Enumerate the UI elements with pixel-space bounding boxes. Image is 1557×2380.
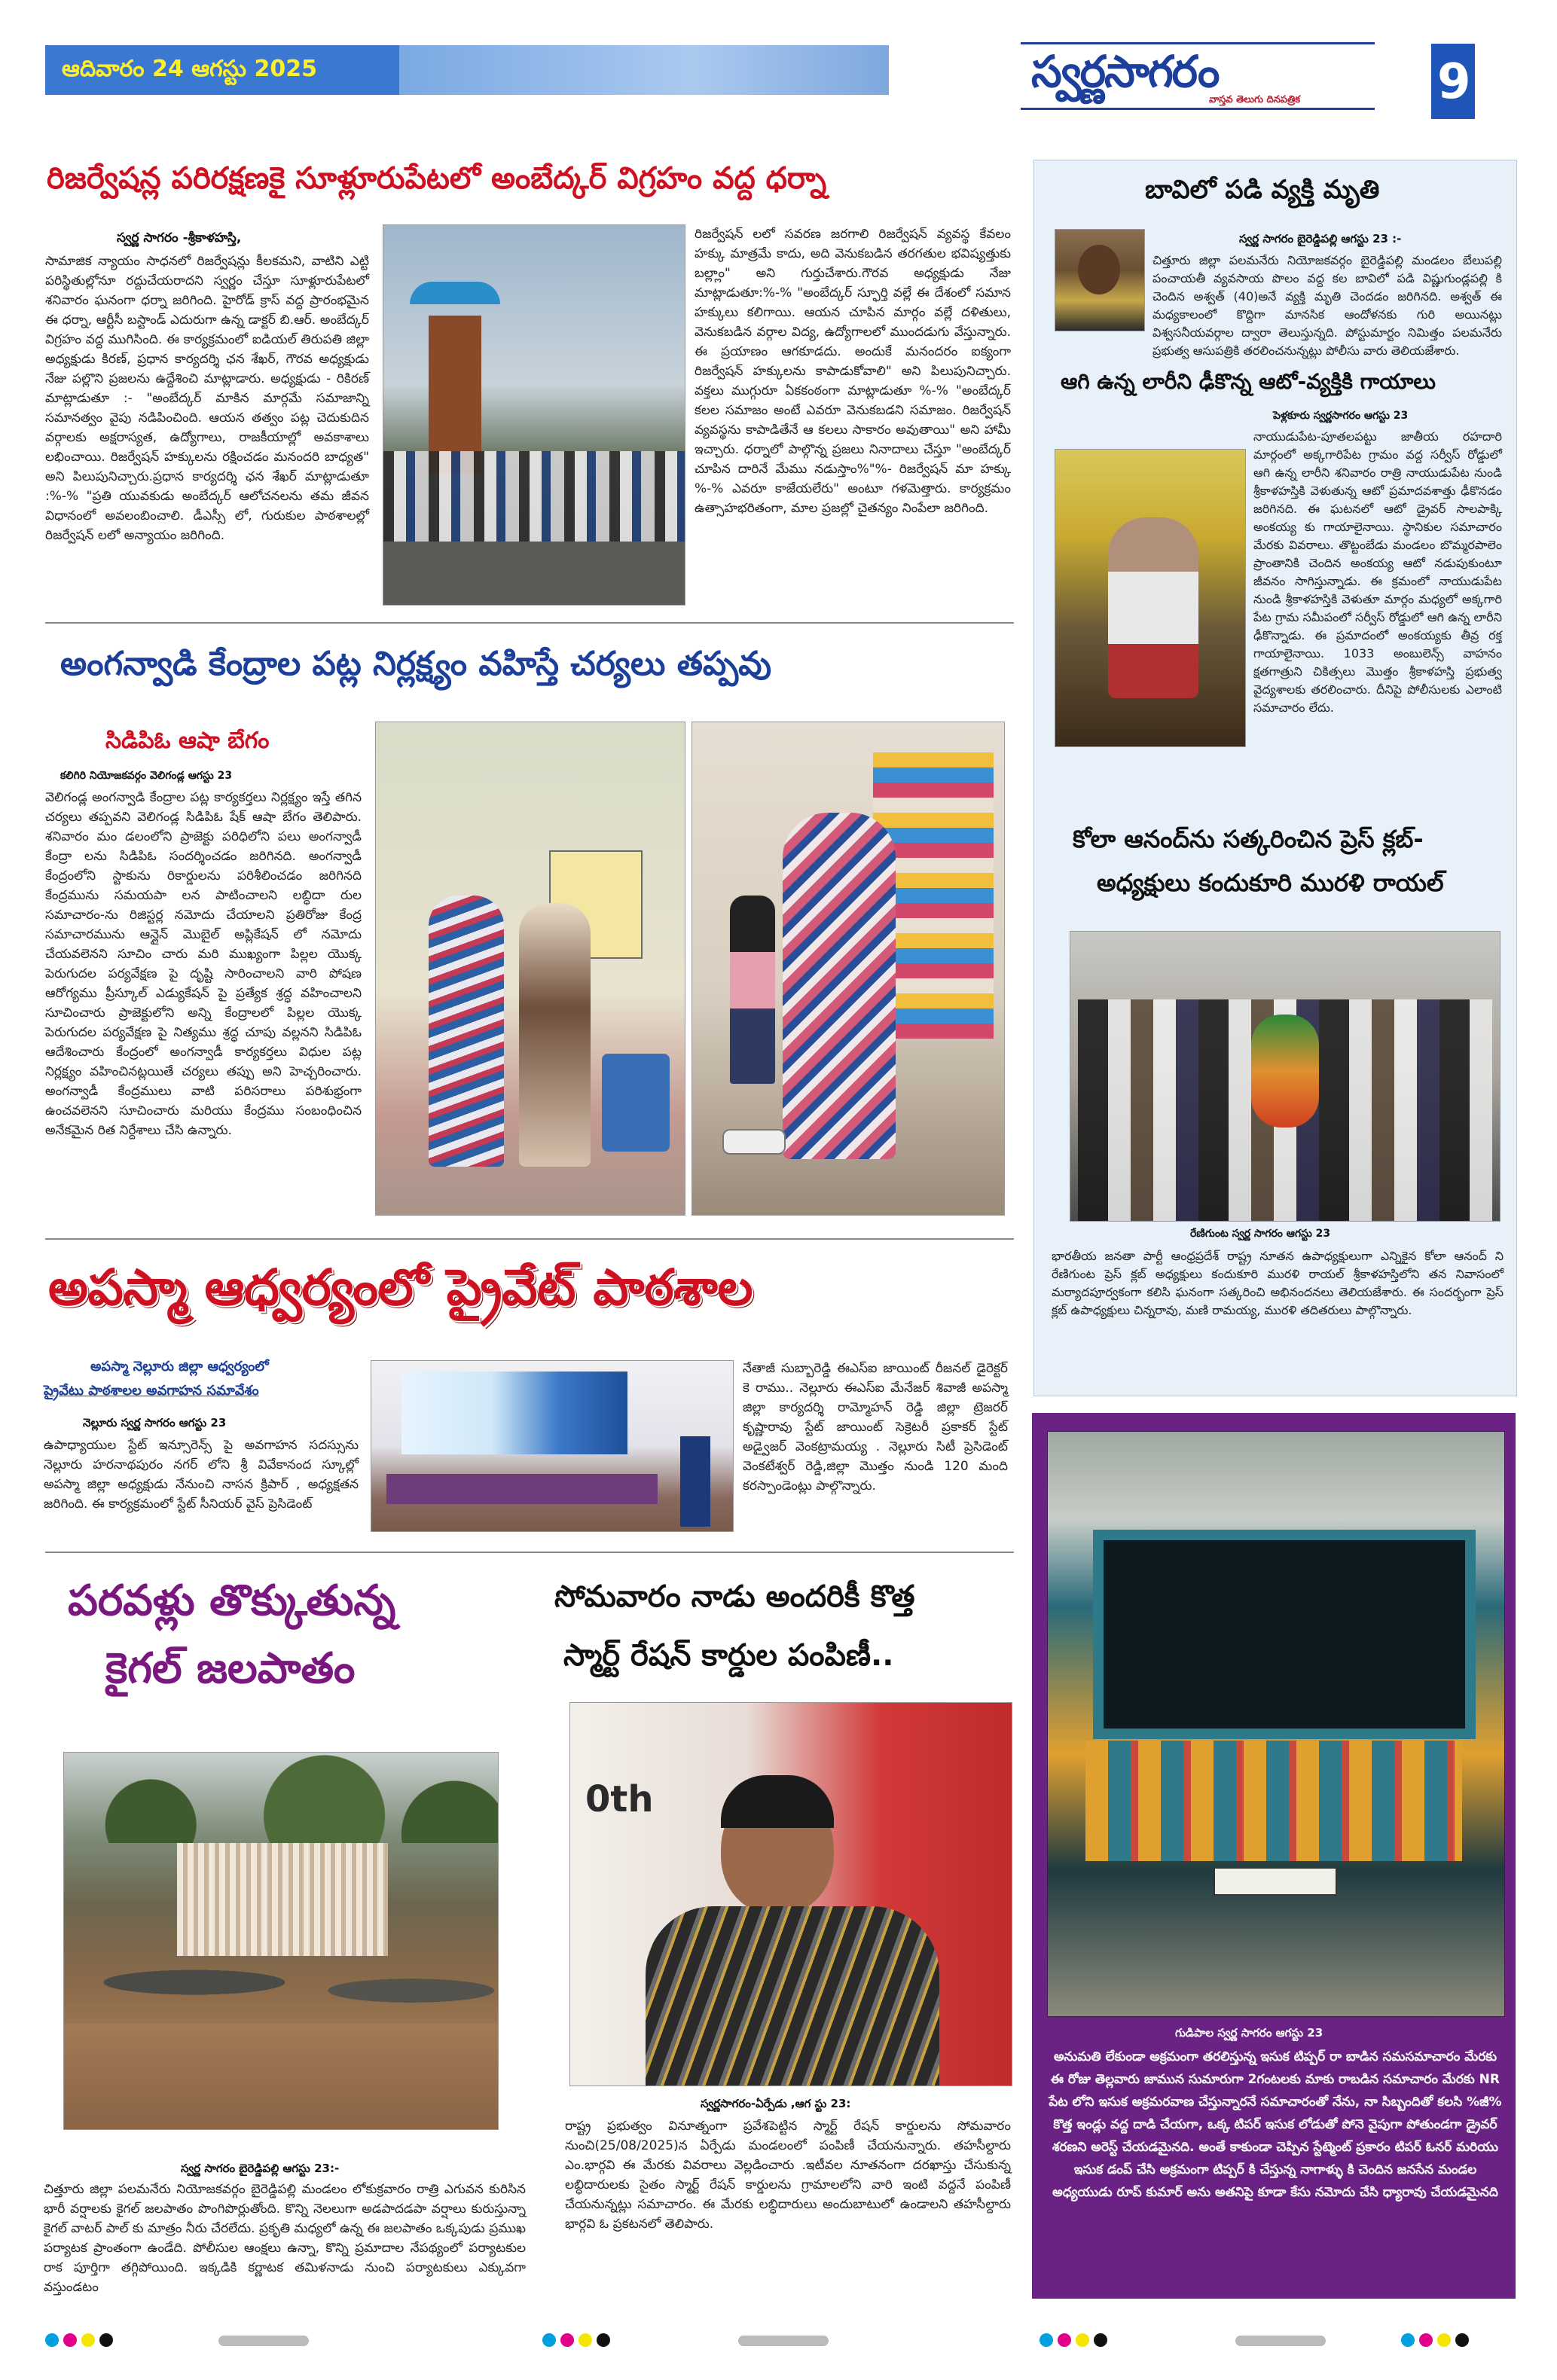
windscreen — [1093, 1530, 1476, 1739]
story6-headline: బావిలో పడి వ్యక్తి మృతి — [1145, 175, 1380, 205]
trees — [64, 1753, 498, 1843]
story5-body: రాష్ట్ర ప్రభుత్వం వినూత్నంగా ప్రవేశపెట్టిన స్మార్ట్ రేషన్ కార్డులను సోమవారం నుంచి(25/08/2025)న ఏర్పేడు మండలంలో పంపిణీ చేయనున్నారు. తహసీల్దారు ఎం.భార్గవి ఈ మేరకు వివరాలు వెల్లడించారు .ఇటీవల నూతనంగా దరఖాస్తు చేసుకున్న లబ్ధిదారులకు సైతం స్మార్ట్ రేషన్ కార్డులను గ్రామాలలోని వారి ఇంటి వద్దనే పంపిణీ చేయనున్నట్లు సమాచారం. ఈ మేరకు లబ్ధిదారులు అందుబాటులో ఉండాలని తహసీల్దారు భార్గవి ఓ ప్రకటనలో తెలిపారు. — [565, 2119, 1011, 2232]
head-table — [386, 1474, 658, 1504]
story4-dateline: స్వర్ణ సాగరం బైరెడ్డిపల్లి ఆగస్టు 23:- — [181, 2162, 340, 2175]
person-saree-1 — [429, 896, 504, 1167]
road — [383, 542, 685, 605]
garland — [1251, 1015, 1319, 1127]
date-banner-stripe — [399, 45, 889, 95]
story3-subhead-1: అపస్మా నెల్లూరు జిల్లా ఆధ్వర్యంలో — [90, 1359, 269, 1375]
weighing-scale — [722, 1129, 786, 1155]
injured-man — [1108, 517, 1198, 698]
story8-photo-felicitation — [1070, 931, 1501, 1222]
story5-headline-line2: స్మార్ట్ రేషన్ కార్డుల పంపిణీ.. — [563, 1638, 894, 1673]
story7-body: నాయుడుపేట-పూతలపట్టు జాతీయ రహదారి మార్గంలో అక్కగారిపేట గ్రామం వద్ద సర్వీస్ రోడ్డులో ఆగి ఉన్న లారీని శనివారం రాత్రి నాయుడుపేట నుండి శ్రీకాళహస్తికి వెళుతున్న ఆటో ప్రమాదవశాత్తు ఢీకొనడం జరిగినది. ఈ ఘటనలో ఆటో డ్రైవర్ సాలపాక్కి అంకయ్య కు గాయాలైనాయి. స్థానికుల సమాచారం మేరకు వివరాలు. తొట్టంబేడు మండలం బొమ్మరపాలెం ప్రాంతానికి చెందిన అంకయ్య ఆటో నడుపుకుంటూ జీవనం సాగిస్తున్నాడు. ఈ క్రమంలో నాయుడుపేట నుండి శ్రీకాళహస్తికి వెళుతూ మార్గం మధ్యలో అక్కగారి పేట గ్రామ సమీపంలో సర్వీస్ రోడ్డులో ఆగి ఉన్న లారీని ఢీకొన్నాడు. ఈ ప్రమాదంలో అంకయ్యకు తీవ్ర రక్త గాయాలైనాయి. 1033 అంబులెన్స్ వాహనం క్షతగాత్రుని చికిత్సలు మొత్తం శ్రీకాళహస్తి ప్రభుత్వ వైద్యశాలకు తరలించారు. దీనిపై పోలీసులకు ఎలాంటి సమాచారం లేదు. — [1253, 429, 1502, 715]
paper-tagline: వాస్తవ తెలుగు దినపత్రిక — [1209, 94, 1301, 105]
story3-column-2: నేతాజీ సుబ్బారెడ్డి ఈఎస్ఐ జాయింట్ రీజనల్ డైరెక్టర్ కె రాము.. నెల్లూరు ఈఎస్ఐ మేనేజర్ శివాజీ అపస్మా జిల్లా కార్యదర్శి రామ్మోహన్ రెడ్డి జిల్లా ట్రెజరర్ కృష్ణారావు స్టేట్ జాయింట్ సెక్రెటరీ ప్రకాకర్ స్టేట్ అడ్వైజర్ వెంకట్రామయ్య . నెల్లూరు సిటీ ప్రెసిడెంట్ వెంకటేశ్వర్ రెడ్డి,జిల్లా మొత్తం నుండి 120 మంది కరస్పాండెంట్లు పాల్గొన్నారు. — [743, 1361, 1008, 1494]
story3-photo-meeting — [371, 1360, 734, 1532]
number-plate — [1214, 1867, 1337, 1896]
story2-headline: అంగన్వాడి కేంద్రాల పట్ల నిర్లక్ష్యం వహిస్తే చర్యలు తప్పవు — [60, 645, 772, 683]
story4-headline-line2: కైగల్ జలపాతం — [105, 1644, 356, 1693]
story7-headline: ఆగి ఉన్న లారీని ఢీకొన్న ఆటో-వ్యక్తికి గాయాలు — [1061, 369, 1436, 394]
black-dot — [99, 2333, 113, 2347]
story3-column-1: ఉపాధ్యాయుల స్టేట్ ఇన్సూరెన్స్ పై అవగాహన సదస్సును నెల్లూరు హరనాథపురం నగర్ లోని శ్రీ వివేకానంద స్కూల్లో అపస్మా జిల్లా అధ్యక్షుడు నేనుంచి నాసన క్రిపార్ , అధ్యక్షతన జరిగింది. ఈ కార్యక్రమంలో స్టేట్ సీనియర్ వైస్ ప్రెసిడెంట్ — [44, 1438, 359, 1512]
backdrop-text: 0th — [585, 1778, 654, 1820]
story8-headline-line2: అధ్యక్షులు కందుకూరి మురళి రాయల్ — [1097, 868, 1444, 897]
footer-bar-3 — [1235, 2335, 1326, 2349]
masthead-logo — [1021, 42, 1375, 110]
child — [730, 896, 775, 1084]
story5-dateline: స్వర్ణసాగరం-ఏర్పేడు ,ఆగ స్టు 23: — [701, 2097, 851, 2110]
story2-dateline: కలిగిరి నియోజకవర్గం వెలిగండ్ల ఆగస్టు 23 — [60, 770, 233, 782]
story1-headline: రిజర్వేషన్ల పరిరక్షణకై సూళ్లూరుపేటలో అంబేద్కర్ విగ్రహం వద్ద ధర్నా — [47, 161, 827, 196]
story2-photo-officials — [375, 722, 685, 1216]
story5-photo-official — [569, 1702, 1012, 2086]
story9-dateline: గుడిపాల స్వర్ణ సాగరం ఆగస్టు 23 — [1175, 2026, 1323, 2040]
date-banner — [45, 45, 889, 95]
story1-column-1: సామాజిక న్యాయం సాధనలో రిజర్వేషన్లు కీలకమని, వాటిని ఎట్టి పరిస్థితుల్లోనూ రద్దుచేయరాదని స్వర్ణం చేస్తూ సూళ్లూరుపేటలో శనివారం ఘనంగా ధర్నా జరిగింది. హైరోడ్ క్రాస్ వద్ద ప్రారంభమైన ఈ ధర్నా, ఆర్టీసీ బస్టాండ్ ఎదురుగా ఉన్న డాక్టర్ బి.ఆర్. అంబేద్కర్ విగ్రహం వద్ద ముగిసింది. ఈ కార్యక్రమంలో ఐడియల్ తిరుపతి జిల్లా అధ్యక్షుడు కిరణ్, ప్రధాన కార్యదర్శి ఛన శేఖర్, గౌరవ అధ్యక్షుడు నేజు పల్లొని ప్రజలను ఉద్దేశించి మాట్లాడారు. అధ్యక్షుడు - రికిరణ్ మాట్లాడుతూ :- "అంబేద్కర్ మాకిన మార్గమే సమాజాన్ని సమానత్వం వైపు నడిపించింది. ఆయన తత్వం పట్ల చెదుకుదిన వర్గాలకు అక్షరాస్యత, ఉద్యోగాలు, రాజకీయాల్లో అవకాశాలు లభించాయి. రిజర్వేషన్ హక్కులను రక్షించడం మనందరి బాధ్యత" అని పిలుపునిచ్చారు.ప్రధాన కార్యదర్శి ఛన శేఖర్ మాట్లాడుతూ :%-% "ప్రతి యువకుడు అంబేద్కర్ ఆలోచనలను తమ జీవన విధానంలో అవలంబించాలి. డీఎస్సీ లో, గురుకుల పాఠశాలల్లో రిజర్వేషన్ లలో అన్యాయం జరిగింది. — [45, 254, 369, 543]
paper-name: స్వర్ణసాగరం — [1031, 46, 1219, 97]
story7-dateline: పెళ్లకూరు స్వర్ణసాగరం ఆగస్టు 23 — [1273, 410, 1409, 422]
river — [64, 2024, 498, 2129]
story4-body: చిత్తూరు జిల్లా పలమనేరు నియోజకవర్గం బైరెడ్డిపల్లి మండలం లోకుక్రవారం రాత్రి ఎగువన కురిసిన భారీ వర్షాలకు కైగల్ జలపాతం పొంగిపొర్లుతోంది. కొన్ని నెలలుగా అడపాదడపా వర్షాలు కురుస్తున్నా కైగల్ వాటర్ పాల్ కు మాత్రం నీరు చేరలేదు. ప్రకృతి మధ్యలో ఉన్న ఈ జలపాతం ఒక్కపుడు ప్రముఖ పర్యాటక ప్రాంతంగా ఉండేది. పోలీసుల ఆంక్షలు ఉన్నా, కొన్ని ప్రమాదాల నేపథ్యంలో పర్యాటకుల రాక పూర్తిగా తగ్గిపోయింది. ఇక్కడికి కర్ణాటక తమిళనాడు నుంచి పర్యాటకులు ఎక్కువగా వస్తుండటం — [44, 2182, 526, 2295]
official-saree — [646, 1906, 939, 2086]
story5-headline-line1: సోమవారం నాడు అందరికీ కొత్త — [554, 1579, 915, 1614]
footer-marks-left — [45, 2333, 118, 2350]
person-saree-2 — [519, 903, 591, 1167]
story1-dateline: స్వర్ణ సాగరం -శ్రీకాళహస్తి, — [117, 230, 242, 246]
story6-dateline: స్వర్ణ సాగరం బైరెడ్డిపల్లి ఆగస్టు 23 :- — [1239, 232, 1402, 246]
story2-body: వెలిగండ్ల అంగన్వాడి కేంద్రాల పట్ల కార్యకర్తలు నిర్లక్ష్యం ఇస్తే తగిన చర్యలు తప్పవని వెలిగండ్ల సిడిపిఓ షేక్ ఆషా బేగం తెలిపారు. శనివారం మం డలంలోని ప్రాజెక్టు పరిధిలోని పలు అంగన్వాడీ కేంద్రా లను సిడిపిఓ సందర్శించడం జరిగినది. అంగన్వాడీ కేంద్రంలోని స్టాకును రికార్డులను పరిశీలించడం జరిగినది కేంద్రమును సమయపా లన పాటించాలని లబ్ధిదా రుల సమాచారం-ను రిజిస్టర్ల నమోదు చేయాలని ప్రతిరోజు కేంద్ర సమాచారమును ఆన్లైన్ మొబైల్ అప్లికేషన్ లో నమోదు చేయవలెనని సూచిం చారు మరి ముఖ్యంగా పిల్లల యొక్క పెరుగుదల పర్యవేక్షణ పై దృష్టి సారించాలని వారి పోషణ ఆరోగ్యము ప్రీస్కూల్ ఎడ్యుకేషన్ పై ప్రత్యేక శ్రద్ధ వహించాలని సూచించారు ప్రాజెక్టులోని అన్ని కేంద్రాలలో పిల్లల యొక్క పెరుగుదల పర్యవేక్షణ పై నిత్యము శ్రద్ధ చూపు వల్లనని సిడిపిఓ ఆదేశించారు కేంద్రంలో అంగన్వాడీ కార్యకర్తలు విధుల పట్ల నిర్లక్ష్యం వహించినట్లయితే చర్యలు తప్పు అని హెచ్చరించారు. అంగన్వాడీ కేంద్రములు వాటి పరిసరాలు పరిశుభ్రంగా ఉంచవలెనని సూచించారు మరియు కేంద్రము సంబంధించిన అనేకమైన రిత నిర్దేశాలు చేసి ఉన్నారు. — [45, 790, 362, 1138]
crowd — [383, 451, 685, 542]
victim-face — [1078, 245, 1120, 294]
statue-canopy — [410, 282, 500, 304]
page-number: 9 — [1437, 54, 1471, 110]
story3-dateline: నెల్లూరు స్వర్ణ సాగరం ఆగస్టు 23 — [83, 1416, 227, 1430]
divider-3 — [45, 1552, 1014, 1553]
story2-photo-weighing — [691, 722, 1005, 1216]
statue-pedestal — [429, 316, 481, 474]
footer-bar-2 — [738, 2335, 829, 2349]
story1-photo-protest — [383, 224, 685, 606]
magenta-dot — [63, 2333, 77, 2347]
story4-headline-line1: పరవళ్లు తొక్కుతున్న — [68, 1576, 396, 1625]
story3-subhead-2: ప్రైవేటు పాఠశాలల అవగాహన సమావేశం — [44, 1383, 259, 1399]
falls — [177, 1843, 388, 1956]
story1-column-2: రిజర్వేషన్ లలో సవరణ జరగాలి రిజర్వేషన్ వ్యవస్థ కేవలం హక్కు మాత్రమే కాదు, అది వెనుకబడిన తరగతుల భవిష్యత్తుకు బల్ల్లాం" అని గుర్తుచేశారు.గౌరవ అధ్యక్షుడు నేజు మాట్లాడుతూ:%-% "అంబేద్కర్ స్ఫూర్తి వల్లే ఈ దేశంలో సమాన హక్కులు కలిగాయి. ఆయన చూపిన మార్గం వల్లే దళితులు, వెనుకబడిన వర్గాల విద్య, ఉద్యోగాలలో ముందడుగు వేస్తున్నారు. ఈ ప్రయాణం ఆగకూడదు. అందుకే మనందరం ఐక్యంగా రిజర్వేషన్ హక్కులను కాపాడుకోవాలి" అని పిలుపునిచ్చారు. వక్తలు ముగ్గురూ ఏకకంఠంగా మాట్లాడుతూ %-% "అంబేద్కర్ కలల సమాజం అంటే ఎవరూ వెనుకబడని సమాజం. రిజర్వేషన్ వ్యవస్థను కాపాడితేనే ఆ కలలు సాకారం అవుతాయి" అని హామీ ఇచ్చారు. ధర్నాలో పాల్గొన్న ప్రజలు నినాదాలు చేస్తూ "అంబేద్కర్ చూపిన దారినే మేము నడుస్తాం%"%- రిజర్వేషన్ మా హక్కు %-% ఎవరూ కాజేయలేరు" అంటూ గళమెత్తారు. కార్యక్రమం ఉత్సాహభరితంగా, మాల ప్రజల్లో చైతన్యం నింపేలా జరిగింది. — [695, 227, 1011, 516]
story8-headline-line1: కోలా ఆనంద్‌ను సత్కరించిన ప్రెస్ క్లబ్- — [1073, 825, 1424, 853]
page-number-box — [1431, 44, 1475, 119]
story8-dateline: రేణిగుంట స్వర్ణ సాగరం ఆగస్టు 23 — [1190, 1228, 1331, 1240]
story2-subhead: సిడిపిఓ ఆషా బేగం — [105, 728, 270, 754]
woman-bending — [783, 813, 896, 1159]
stage-banner — [401, 1372, 627, 1454]
divider-1 — [45, 622, 1014, 624]
footer-marks-3 — [1040, 2333, 1112, 2350]
cyan-dot — [45, 2333, 59, 2347]
divider-2 — [45, 1238, 1014, 1240]
story9-photo-tipper — [1047, 1431, 1505, 2017]
story7-photo-injured — [1055, 449, 1246, 747]
footer-bar-1 — [218, 2335, 309, 2349]
story6-photo-victim — [1055, 229, 1145, 331]
blue-chair — [602, 1054, 670, 1152]
footer-marks-2 — [542, 2333, 615, 2350]
official-hair — [721, 1775, 834, 1828]
grille — [1085, 1741, 1462, 1861]
story3-headline: అపస్మా ఆధ్వర్యంలో ప్రైవేట్ పాఠశాల — [48, 1259, 753, 1317]
rocks — [64, 1941, 498, 2024]
yellow-dot — [81, 2333, 95, 2347]
story9-body: అనుమతి లేకుండా అక్రమంగా తరలిస్తున్న ఇసుక టిప్పర్ రా బాడిన సమసమాచారం మేరకు ఈ రోజు తెల్లవారు జామున సుమారుగా 2గంటలకు మాకు రాబడిన సమాచారం మేరకు NR పేట లోని ఇసుక అక్రమరవాణ చేస్తున్నారనే సమాచారంతో నేను, నా సిబ్బందితో కలసి %జీ% కొత్త ఇండ్లు వద్ద దాడి చేయగా, ఒక్క టిపర్ ఇసుక లోడుతో పోనె వైపుగా పోతుండగా డ్రైవర్ శరణని అరెస్ట్ చేయడమైనది. అంతే కాకుండా చెప్పిన స్టేట్మెంట్ ప్రకారం టిపర్ ఓనర్ మరియు ఇసుక డంప్ చేసి అక్రమంగా టిప్పర్ కి చేస్తున్న నాగాళ్ళు కి చెందిన జనసేన మండల అధ్యయుడు రూప్ కుమార్ అను అతనిపై కూడా కేసు నమోదు చేసి ధ్యారావు చేయడమైనది — [1049, 2049, 1502, 2200]
story6-body: చిత్తూరు జిల్లా పలమనేరు నియోజకవర్గం బైరెడ్డిపల్లి మండలం బేలుపల్లి పంచాయతీ వ్యవసాయ పొలం వద్ద కల బావిలో పడి విష్ణుగుండ్లపల్లి కి చెందిన అశ్వత్ (40)అనే వ్యక్తి మృతి చెందడం జరిగినది. అశ్వత్ ఈ మధ్యకాలంలో కొద్దిగా మానసిక ఆందోళనకు గురి అయినట్లు విశ్వసనీయవర్గాల ద్వారా తెలుస్తున్నది. పోస్టుమార్టం నిమిత్తం పలమనేరు ప్రభుత్వ ఆసుపత్రికి తరలించనున్నట్లు పోలీసు వారు తెలియజేశారు. — [1152, 253, 1502, 358]
story4-photo-waterfall — [63, 1752, 499, 2130]
issue-date: ఆదివారం 24 ఆగస్టు 2025 — [62, 56, 318, 82]
story8-body: భారతీయ జనతా పార్టీ ఆంధ్రప్రదేశ్ రాష్ట్ర నూతన ఉపాధ్యక్షులుగా ఎన్నికైన కోలా ఆనంద్ ని రేణిగుంట ప్రెస్ క్లబ్ అధ్యక్షులు కందుకూరి మురళి రాయల్ శ్రీకాళహస్తిలోని తన నివాసంలో మర్యాదపూర్వకంగా కలిసి ఘనంగా సత్కరించి అభినందనలు తెలియజేశారు. ఈ సందర్భంగా ప్రెస్ క్లబ్ ఉపాధ్యక్షులు చిన్నరావు, మణి రామయ్య, మురళి తదితరులు పాల్గొన్నారు. — [1052, 1249, 1504, 1317]
footer-marks-right — [1401, 2333, 1473, 2350]
podium — [680, 1436, 710, 1527]
